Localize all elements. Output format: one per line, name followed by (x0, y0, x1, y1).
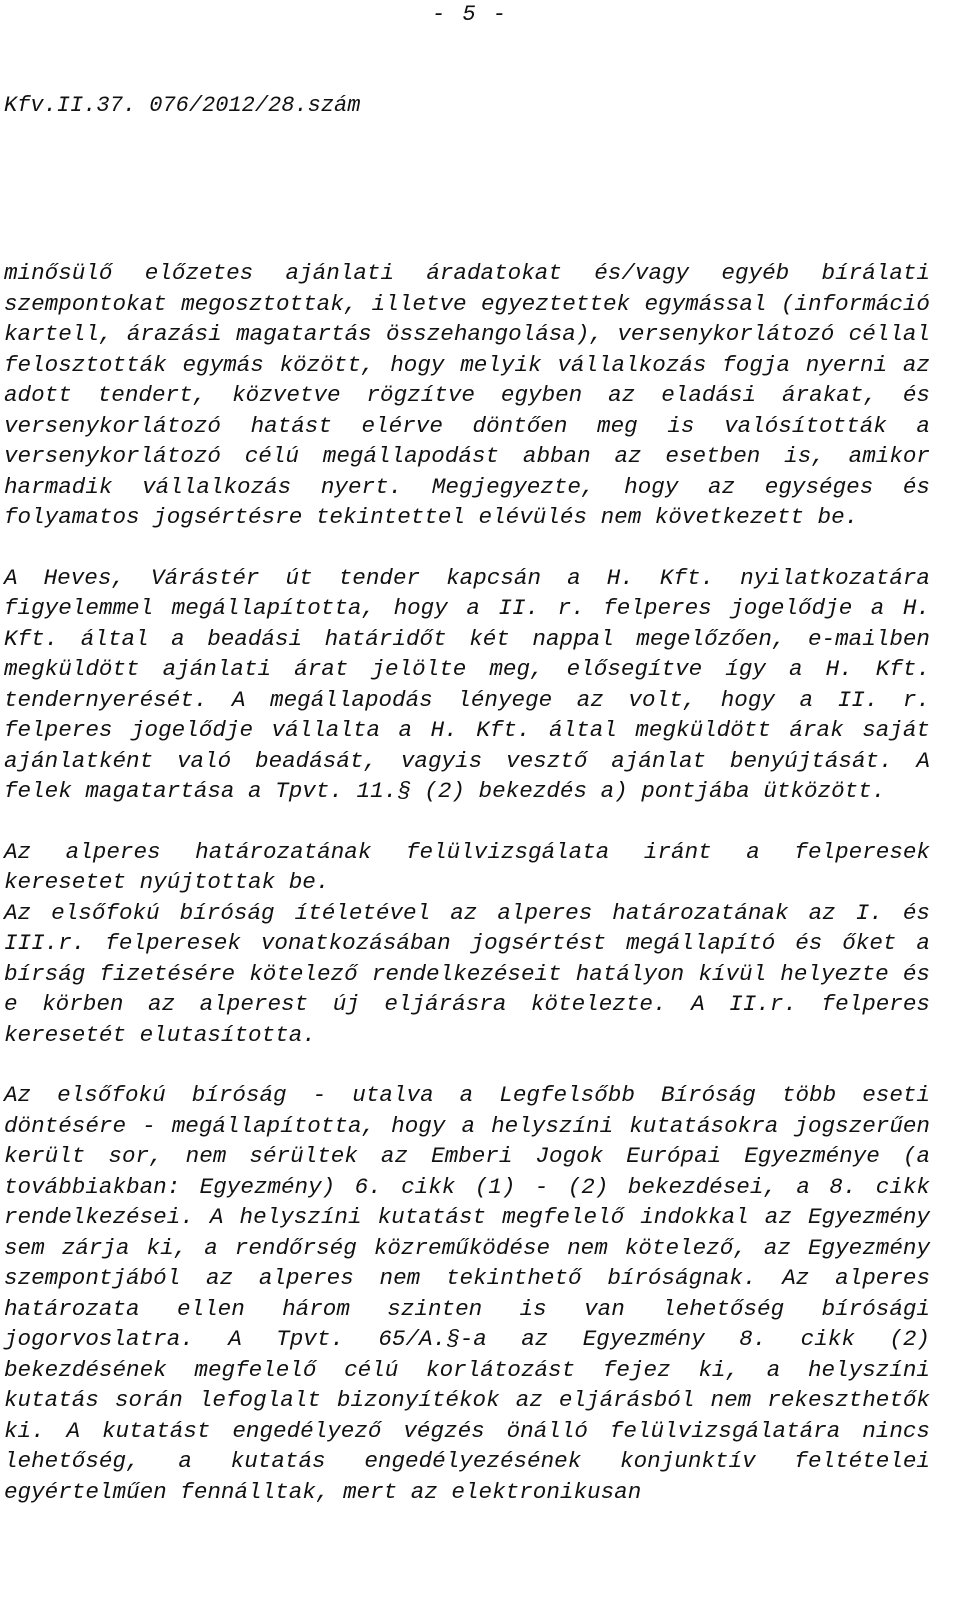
paragraph-heves-tender: A Heves, Várástér út tender kapcsán a H. Kft. nyilatkozatára figyelemmel megállapította, hogy a II. r. felperes jogelődje a H. Kft. által a beadási határidőt két nappal megelőzően, e-mailben megküldött ajánlati árat jelölte meg, elősegítve így a H. Kft. tendernyerését. A megállapodás lényege az volt, hogy a II. r. felperes jogelődje vállalta a H. Kft. által megküldött árak saját ajánlatként való beadását, vagyis vesztő ajánlat benyújtását. A felek magatartása a Tpvt. 11.§ (2) bekezdés a) pontjába ütközött. (4, 564, 930, 804)
paragraph-first-instance-judgment: Az elsőfokú bíróság ítéletével az alperes határozatának az I. és III.r. felperesek vonatkozásában jogsértést megállapító és őket a bírság fizetésére kötelező rendelkezéseit hatályon kívül helyezte és e körben az alperest új eljárásra kötelezte. A II.r. felperes keresetét elutasította. (4, 899, 930, 1048)
page-number: - 5 - (431, 2, 508, 27)
paragraph-cartel-findings: minősülő előzetes ajánlati áradatokat és/vagy egyéb bírálati szempontokat megosztottak, illetve egyeztettek egymással (információ kartell, árazási magatartás összehangolása), versenykorlátozó céllal felosztották egymás között, hogy melyik vállalkozás fogja nyerni az adott tendert, közvetve rögzítve egyben az eladási árakat, és versenykorlátozó hatást elérve döntően meg is valósították a versenykorlátozó célú megállapodást abban az esetben is, amikor harmadik vállalkozás nyert. Megjegyezte, hogy az egységes és folyamatos jogsértésre tekintettel elévülés nem következett be. (4, 260, 930, 530)
document-body (4, 258, 930, 1507)
paragraph-first-instance-reasoning: Az elsőfokú bíróság - utalva a Legfelsőbb Bíróság több eseti döntésére - megállapította, hogy a helyszíni kutatásokra jogszerűen került sor, nem sérültek az Emberi Jogok Európai Egyezménye (a továbbiakban: Egyezmény) 6. cikk (1) - (2) bekezdései, a 8. cikk rendelkezései. A helyszíni kutatást megfelelő indokkal az Egyezmény sem zárja ki, a rendőrség közreműködése nem kötelező, az Egyezmény szempontjából az alperes nem tekinthető bíróságnak. Az alperes határozata ellen három szinten is van lehetőség bírósági jogorvoslatra. A Tpvt. 65/A.§-a az Egyezmény 8. cikk (2) bekezdésének megfelelő célú korlátozást fejez ki, a helyszíni kutatás során lefoglalt bizonyítékok az eljárásból nem rekeszthetők ki. A kutatást engedélyező végzés önálló felülvizsgálatára nincs lehetőség, a kutatás engedélyezésének konjunktív feltételei egyértelműen fennálltak, mert az elektronikusan (4, 1082, 930, 1505)
case-number: Kfv.II.37. 076/2012/28.szám (4, 93, 361, 118)
paragraph-review-request: Az alperes határozatának felülvizsgálata iránt a felperesek keresetet nyújtottak be. (4, 838, 930, 895)
